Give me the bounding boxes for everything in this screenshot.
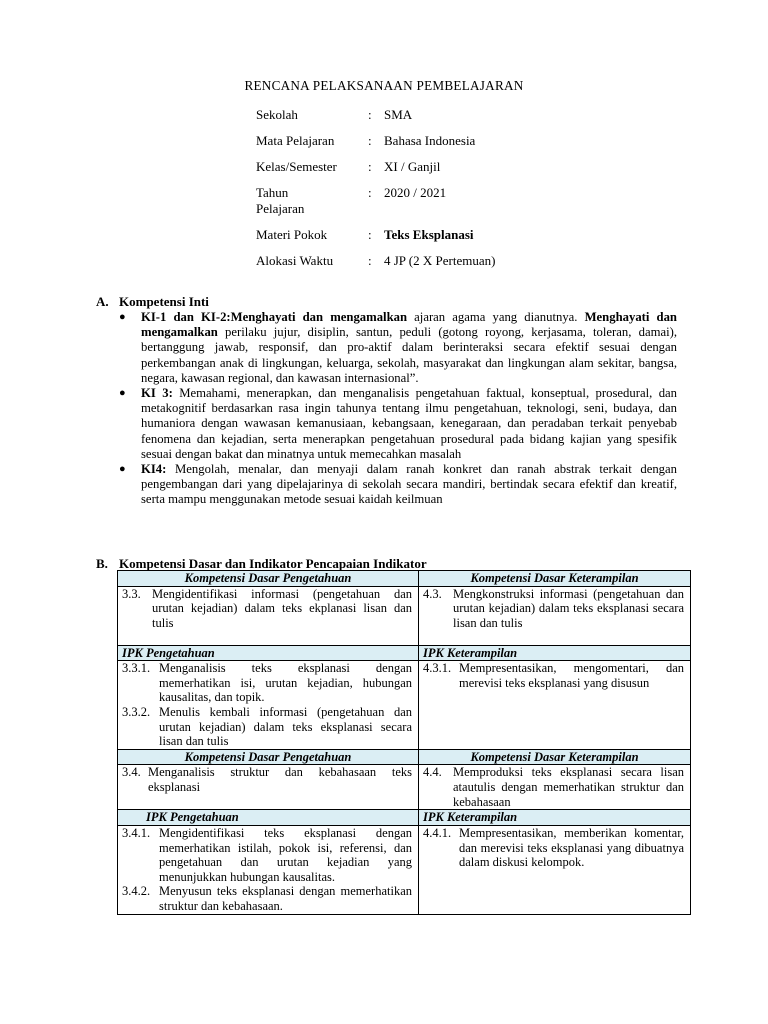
competency-table [117,570,691,915]
meta-value: Bahasa Indonesia [384,133,476,148]
meta-key: Alokasi Waktu [256,253,334,268]
kd-text: Menganalisis struktur dan kebahasaan teks eksplanasi [148,765,412,794]
meta-colon: : [368,185,372,200]
meta-key: Tahun Pelajaran [256,185,305,216]
table-cell [419,661,691,750]
table-cell [118,661,419,750]
section-letter: B. [96,556,108,571]
ipk-text: Mengidentifikasi teks eksplanasi dengan memerhatikan istilah, pokok isi, referensi, dan pengetahuan dan urutan kejadian yang menunjukkan hubungan kausalitas. [159,825,412,884]
ipk-number: 3.4.2. [122,884,151,899]
kd-text: Mengidentifikasi informasi (pengetahuan dan urutan kejadian) dalam teks ekplanasi lisan dan tulis [152,586,412,630]
section-letter: A. [96,294,109,309]
ki-list [119,310,677,508]
header-label: Kompetensi Dasar Pengetahuan [184,749,352,764]
ipk-text: Menulis kembali informasi (pengetahuan dan urutan kejadian) dalam teks eksplanasi secara lisan dan tulis [159,704,412,749]
ipk-header-row [118,645,691,661]
ipk-text: Mempresentasikan, mengomentari, dan merevisi teks eksplanasi yang disusun [459,661,684,690]
ipk-entry [423,826,684,870]
ipk-number: 3.3.1. [122,661,151,676]
kd-text: Mengkonstruksi informasi (pengetahuan dan urutan kejadian) dalam teks eksplanasi secara lisan dan tulis [453,586,684,630]
ipk-entry [122,661,412,705]
section-heading-a [96,294,209,310]
bullet-icon: ● [119,387,126,400]
table-row [118,765,691,810]
meta-value: 2020 / 2021 [384,185,447,200]
ipk-number: 3.4.1. [122,825,151,840]
ipk-text: Mempresentasikan, memberikan komentar, dan merevisi teks eksplanasi yang dibuatnya dalam diskusi kelompok. [459,825,684,870]
ki-label: KI4: [141,462,167,477]
meta-colon: : [368,133,372,148]
ipk-header-cell: IPK Keterampilan [419,645,691,661]
kd-entry [122,587,412,631]
document-title: RENCANA PELAKSANAAN PEMBELAJARAN [244,78,524,93]
table-row [118,661,691,750]
header-label: Kompetensi Dasar Pengetahuan [184,571,352,585]
table-cell [419,765,691,810]
ipk-entry [423,661,684,690]
table-header-cell [419,749,691,765]
meta-colon: : [368,159,372,174]
kd-text: Memproduksi teks eksplanasi secara lisan atautulis dengan memerhatikan struktur dan kebahasaan [453,765,684,809]
meta-key: Kelas/Semester [256,159,337,174]
ipk-number: 4.4.1. [423,825,452,840]
ki-text: perilaku jujur, disiplin, santun, peduli (gotong royong, kerjasama, toleran, damai), bertanggung jawab, responsif, dan pro-aktif dalam berinteraksi secara efektif sesuai dengan perkembangan anak di lingkungan, keluarga, sekolah, masyarakat dan lingkungan alam sekitar, bangsa, negara, kawasan regional, dan kawasan internasional”. [141,325,677,385]
section-title: Kompetensi Inti [119,294,209,309]
ki-text: Mengolah, menalar, dan menyaji dalam ranah konkret dan ranah abstrak terkait dengan pengembangan dari yang dipelajarinya di sekolah secara mandiri, bertindak secara efektif dan kreatif, serta mampu menggunakan metode sesuai kaidah keilmuan [141,462,677,507]
ki-text: Memahami, menerapkan, dan menganalisis pengetahuan faktual, konseptual, prosedural, dan metakognitif berdasarkan rasa ingin tahunya tentang ilmu pengetahuan, teknologi, seni, budaya, dan humaniora dengan wawasan kemanusiaan, kebangsaan, kenegaraan, dan peradaban terkait penyebab fenomena dan kejadian, serta menerapkan pengetahuan prosedural pada bidang kajian yang spesifik sesuai dengan bakat dan minatnya untuk memecahkan masalah [141,386,678,461]
table-header-cell [118,749,419,765]
ipk-header-cell: IPK Pengetahuan [118,645,419,661]
ipk-header-row [118,810,691,826]
meta-value: 4 JP (2 X Pertemuan) [384,253,496,268]
meta-colon: : [368,227,372,242]
table-header-row [118,749,691,765]
header-label: Kompetensi Dasar Keterampilan [470,571,639,585]
ipk-entry [122,884,412,913]
ki-bold-text: Menghayati dan mengamalkan [141,310,677,340]
meta-colon: : [368,253,372,268]
ki-bold-text: Menghayati dan mengamalkan [230,310,408,324]
meta-value: SMA [384,107,413,122]
ipk-entry [122,826,412,884]
list-item [119,386,677,462]
table-cell [419,825,691,914]
meta-value: XI / Ganjil [384,159,441,174]
ki-label: KI 3: [141,386,173,401]
meta-key: Sekolah [256,107,298,122]
table-cell [118,825,419,914]
list-item [119,310,677,386]
meta-key: Materi Pokok [256,227,328,242]
kd-number: 4.4. [423,765,442,780]
ipk-header-cell: IPK Keterampilan [419,810,691,826]
meta-key: Mata Pelajaran [256,133,335,148]
ipk-number: 4.3.1. [423,661,452,676]
table-cell [419,586,691,645]
section-title: Kompetensi Dasar dan Indikator Pencapaian Indikator [119,556,427,571]
table-row [118,825,691,914]
ipk-number: 3.3.2. [122,704,151,719]
ki-label: KI-1 dan KI-2: [141,310,231,324]
table-row [118,586,691,645]
kd-number: 3.4. [122,765,141,780]
table-header-cell [118,571,419,587]
ipk-text: Menyusun teks eksplanasi dengan memerhatikan struktur dan kebahasaan. [159,884,412,913]
table-cell [118,765,419,810]
list-item [119,462,677,508]
table-cell [118,586,419,645]
ipk-header-cell: IPK Pengetahuan [118,810,419,826]
bullet-icon: ● [119,463,126,476]
table-header-row [118,571,691,587]
kd-entry [423,765,684,809]
bullet-icon: ● [119,311,126,323]
ki-text: ajaran agama yang dianutnya. [407,310,585,324]
meta-colon: : [368,107,372,122]
kd-entry [122,765,412,794]
ipk-entry [122,705,412,749]
header-label: Kompetensi Dasar Keterampilan [470,749,639,764]
kd-number: 3.3. [122,586,141,601]
kd-number: 4.3. [423,586,442,601]
ipk-text: Menganalisis teks eksplanasi dengan memerhatikan isi, urutan kejadian, hubungan kausalitas, dan topik. [159,661,412,705]
kd-entry [423,587,684,631]
table-header-cell [419,571,691,587]
meta-value: Teks Eksplanasi [384,227,474,242]
